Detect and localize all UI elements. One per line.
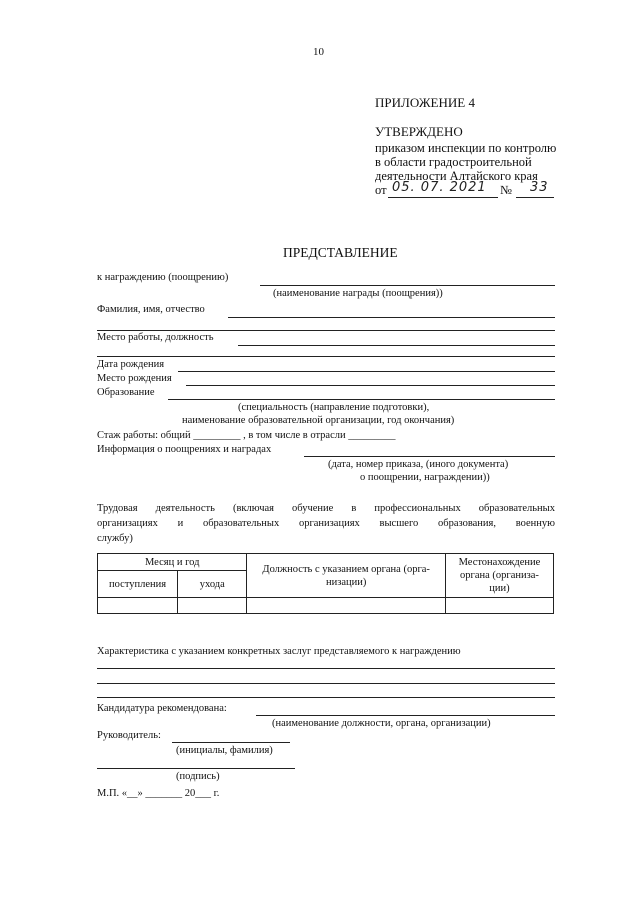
info-hint-2: о поощрении, награждении)) xyxy=(360,472,490,483)
birth-place-line[interactable] xyxy=(186,385,555,386)
birth-date-line[interactable] xyxy=(178,371,555,372)
approval-line-3: деятельности Алтайского края xyxy=(375,169,538,183)
number-underline xyxy=(516,197,554,198)
fio-line-2[interactable] xyxy=(97,330,555,331)
head-initials-hint: (инициалы, фамилия) xyxy=(176,745,273,756)
date-prefix: от xyxy=(375,183,387,197)
info-hint-1: (дата, номер приказа, (иного документа) xyxy=(328,459,509,470)
location-cell[interactable] xyxy=(445,598,553,614)
signature-line[interactable] xyxy=(97,768,295,769)
document-title: ПРЕДСТАВЛЕНИЕ xyxy=(283,245,398,260)
handwritten-number: 33 xyxy=(530,180,549,195)
position-cell[interactable] xyxy=(247,598,446,614)
labor-text-3: службу) xyxy=(97,533,133,544)
approval-line-1: приказом инспекции по контролю xyxy=(375,141,557,155)
date-underline xyxy=(388,197,498,198)
characteristic-label: Характеристика с указанием конкретных заслуг представляемого к награждению xyxy=(97,646,461,657)
recommendation-label: Кандидатура рекомендована: xyxy=(97,703,227,714)
fio-label: Фамилия, имя, отчество xyxy=(97,304,205,315)
characteristic-line-2[interactable] xyxy=(97,683,555,684)
recommendation-line[interactable] xyxy=(256,715,555,716)
exit-cell[interactable] xyxy=(178,598,247,614)
location-header xyxy=(445,554,553,598)
award-label: к награждению (поощрению) xyxy=(97,272,229,283)
birth-place-label: Место рождения xyxy=(97,373,172,384)
birth-date-label: Дата рождения xyxy=(97,359,165,370)
position-header-line-2: низации) xyxy=(325,576,367,588)
recommendation-hint: (наименование должности, органа, организации) xyxy=(272,718,491,729)
education-line[interactable] xyxy=(168,399,555,400)
number-prefix: № xyxy=(500,183,512,197)
position-header xyxy=(247,554,446,598)
head-name-line[interactable] xyxy=(172,742,290,743)
head-label: Руководитель: xyxy=(97,730,161,741)
education-label: Образование xyxy=(97,387,155,398)
stamp-date-line: М.П. «__» _______ 20___ г. xyxy=(97,788,220,799)
info-line[interactable] xyxy=(304,456,555,457)
location-header-line-3: ции) xyxy=(489,583,510,594)
position-header-line-1: Должность с указанием органа (орга- xyxy=(262,563,430,575)
entry-cell[interactable] xyxy=(98,598,178,614)
award-line[interactable] xyxy=(260,285,555,286)
work-line-2[interactable] xyxy=(97,356,555,357)
signature-hint: (подпись) xyxy=(176,771,220,782)
exit-header: ухода xyxy=(178,571,247,598)
education-hint-1: (специальность (направление подготовки), xyxy=(238,402,430,413)
work-history-table xyxy=(97,553,554,614)
labor-text-2: организациях и образовательных организациях высшего образования, военную xyxy=(97,518,555,529)
appendix-label: ПРИЛОЖЕНИЕ 4 xyxy=(375,95,475,110)
experience-line: Стаж работы: общий _________ , в том числе в отрасли _________ xyxy=(97,430,396,441)
characteristic-line-3[interactable] xyxy=(97,697,555,698)
page-number: 10 xyxy=(313,46,324,58)
handwritten-date: 05. 07. 2021 xyxy=(392,180,487,195)
info-label: Информация о поощрениях и наградах xyxy=(97,444,272,455)
labor-text-1: Трудовая деятельность (включая обучение в профессиональных образовательных xyxy=(97,503,555,514)
characteristic-line-1[interactable] xyxy=(97,668,555,669)
location-header-line-2: органа (организа- xyxy=(460,570,539,581)
approved-label: УТВЕРЖДЕНО xyxy=(375,124,463,139)
location-header-line-1: Местонахождение xyxy=(458,557,541,568)
fio-line[interactable] xyxy=(228,317,555,318)
work-label: Место работы, должность xyxy=(97,332,214,343)
work-line[interactable] xyxy=(238,345,555,346)
education-hint-2: наименование образовательной организации, год окончания) xyxy=(182,415,455,426)
month-year-header: Месяц и год xyxy=(98,554,247,571)
entry-header: поступления xyxy=(98,571,178,598)
approval-line-2: в области градостроительной xyxy=(375,155,532,169)
award-hint: (наименование награды (поощрения)) xyxy=(273,288,443,299)
